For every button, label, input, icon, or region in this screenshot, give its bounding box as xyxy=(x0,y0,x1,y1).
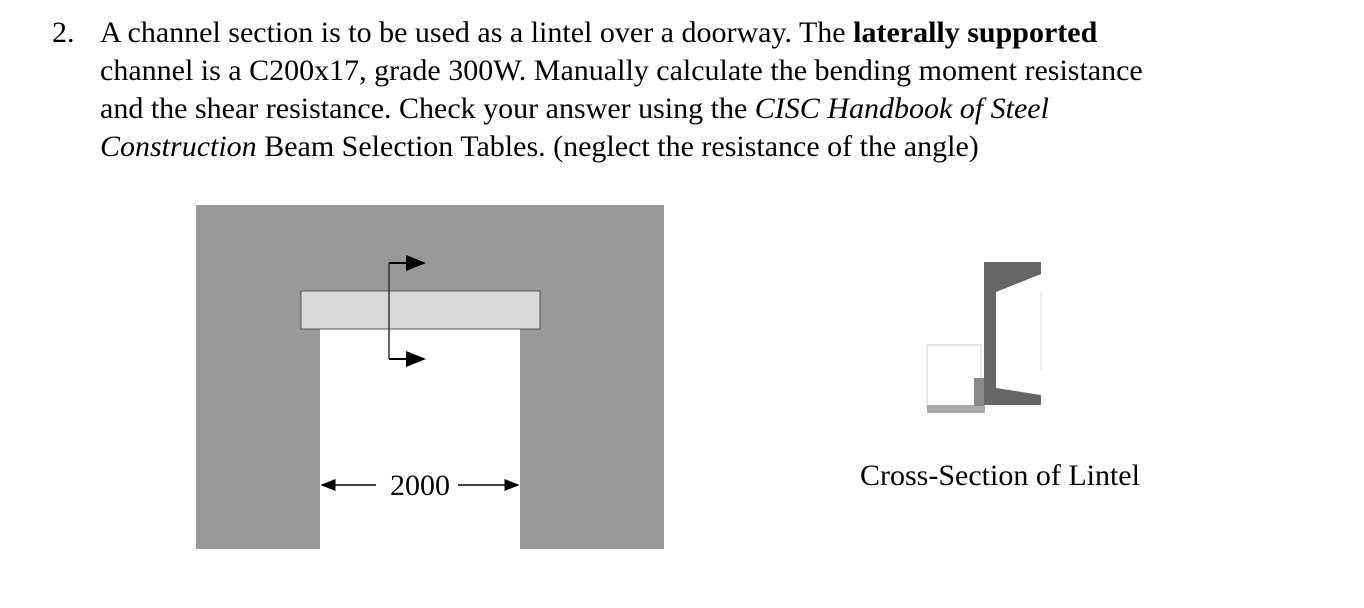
angle-inner-shade xyxy=(974,378,984,406)
angle-vertical-leg xyxy=(927,345,981,407)
cross-section-caption: Cross-Section of Lintel xyxy=(860,459,1140,492)
problem-line3-italic: CISC Handbook of Steel xyxy=(754,92,1049,125)
angle-horizontal-leg xyxy=(927,405,985,413)
dimension-label: 2000 xyxy=(390,469,450,502)
problem-line4-text: Beam Selection Tables. (neglect the resistance of the angle) xyxy=(256,130,979,163)
problem-line3-text: and the shear resistance. Check your answer using the xyxy=(100,92,755,125)
problem-text xyxy=(100,14,1280,166)
channel-section xyxy=(984,262,1041,405)
door-opening xyxy=(320,329,520,549)
problem-line4-italic: Construction xyxy=(100,130,257,163)
doorway-elevation-figure xyxy=(196,205,664,549)
problem-line2-text: channel is a C200x17, grade 300W. Manually calculate the bending moment resistance xyxy=(100,54,1143,87)
lintel-cross-section-figure xyxy=(900,250,1100,430)
lintel-beam xyxy=(301,291,540,329)
problem-number: 2. xyxy=(52,16,75,49)
problem-line1-text: A channel section is to be used as a lintel over a doorway. The xyxy=(100,16,854,49)
problem-line1-bold: laterally supported xyxy=(853,16,1098,49)
